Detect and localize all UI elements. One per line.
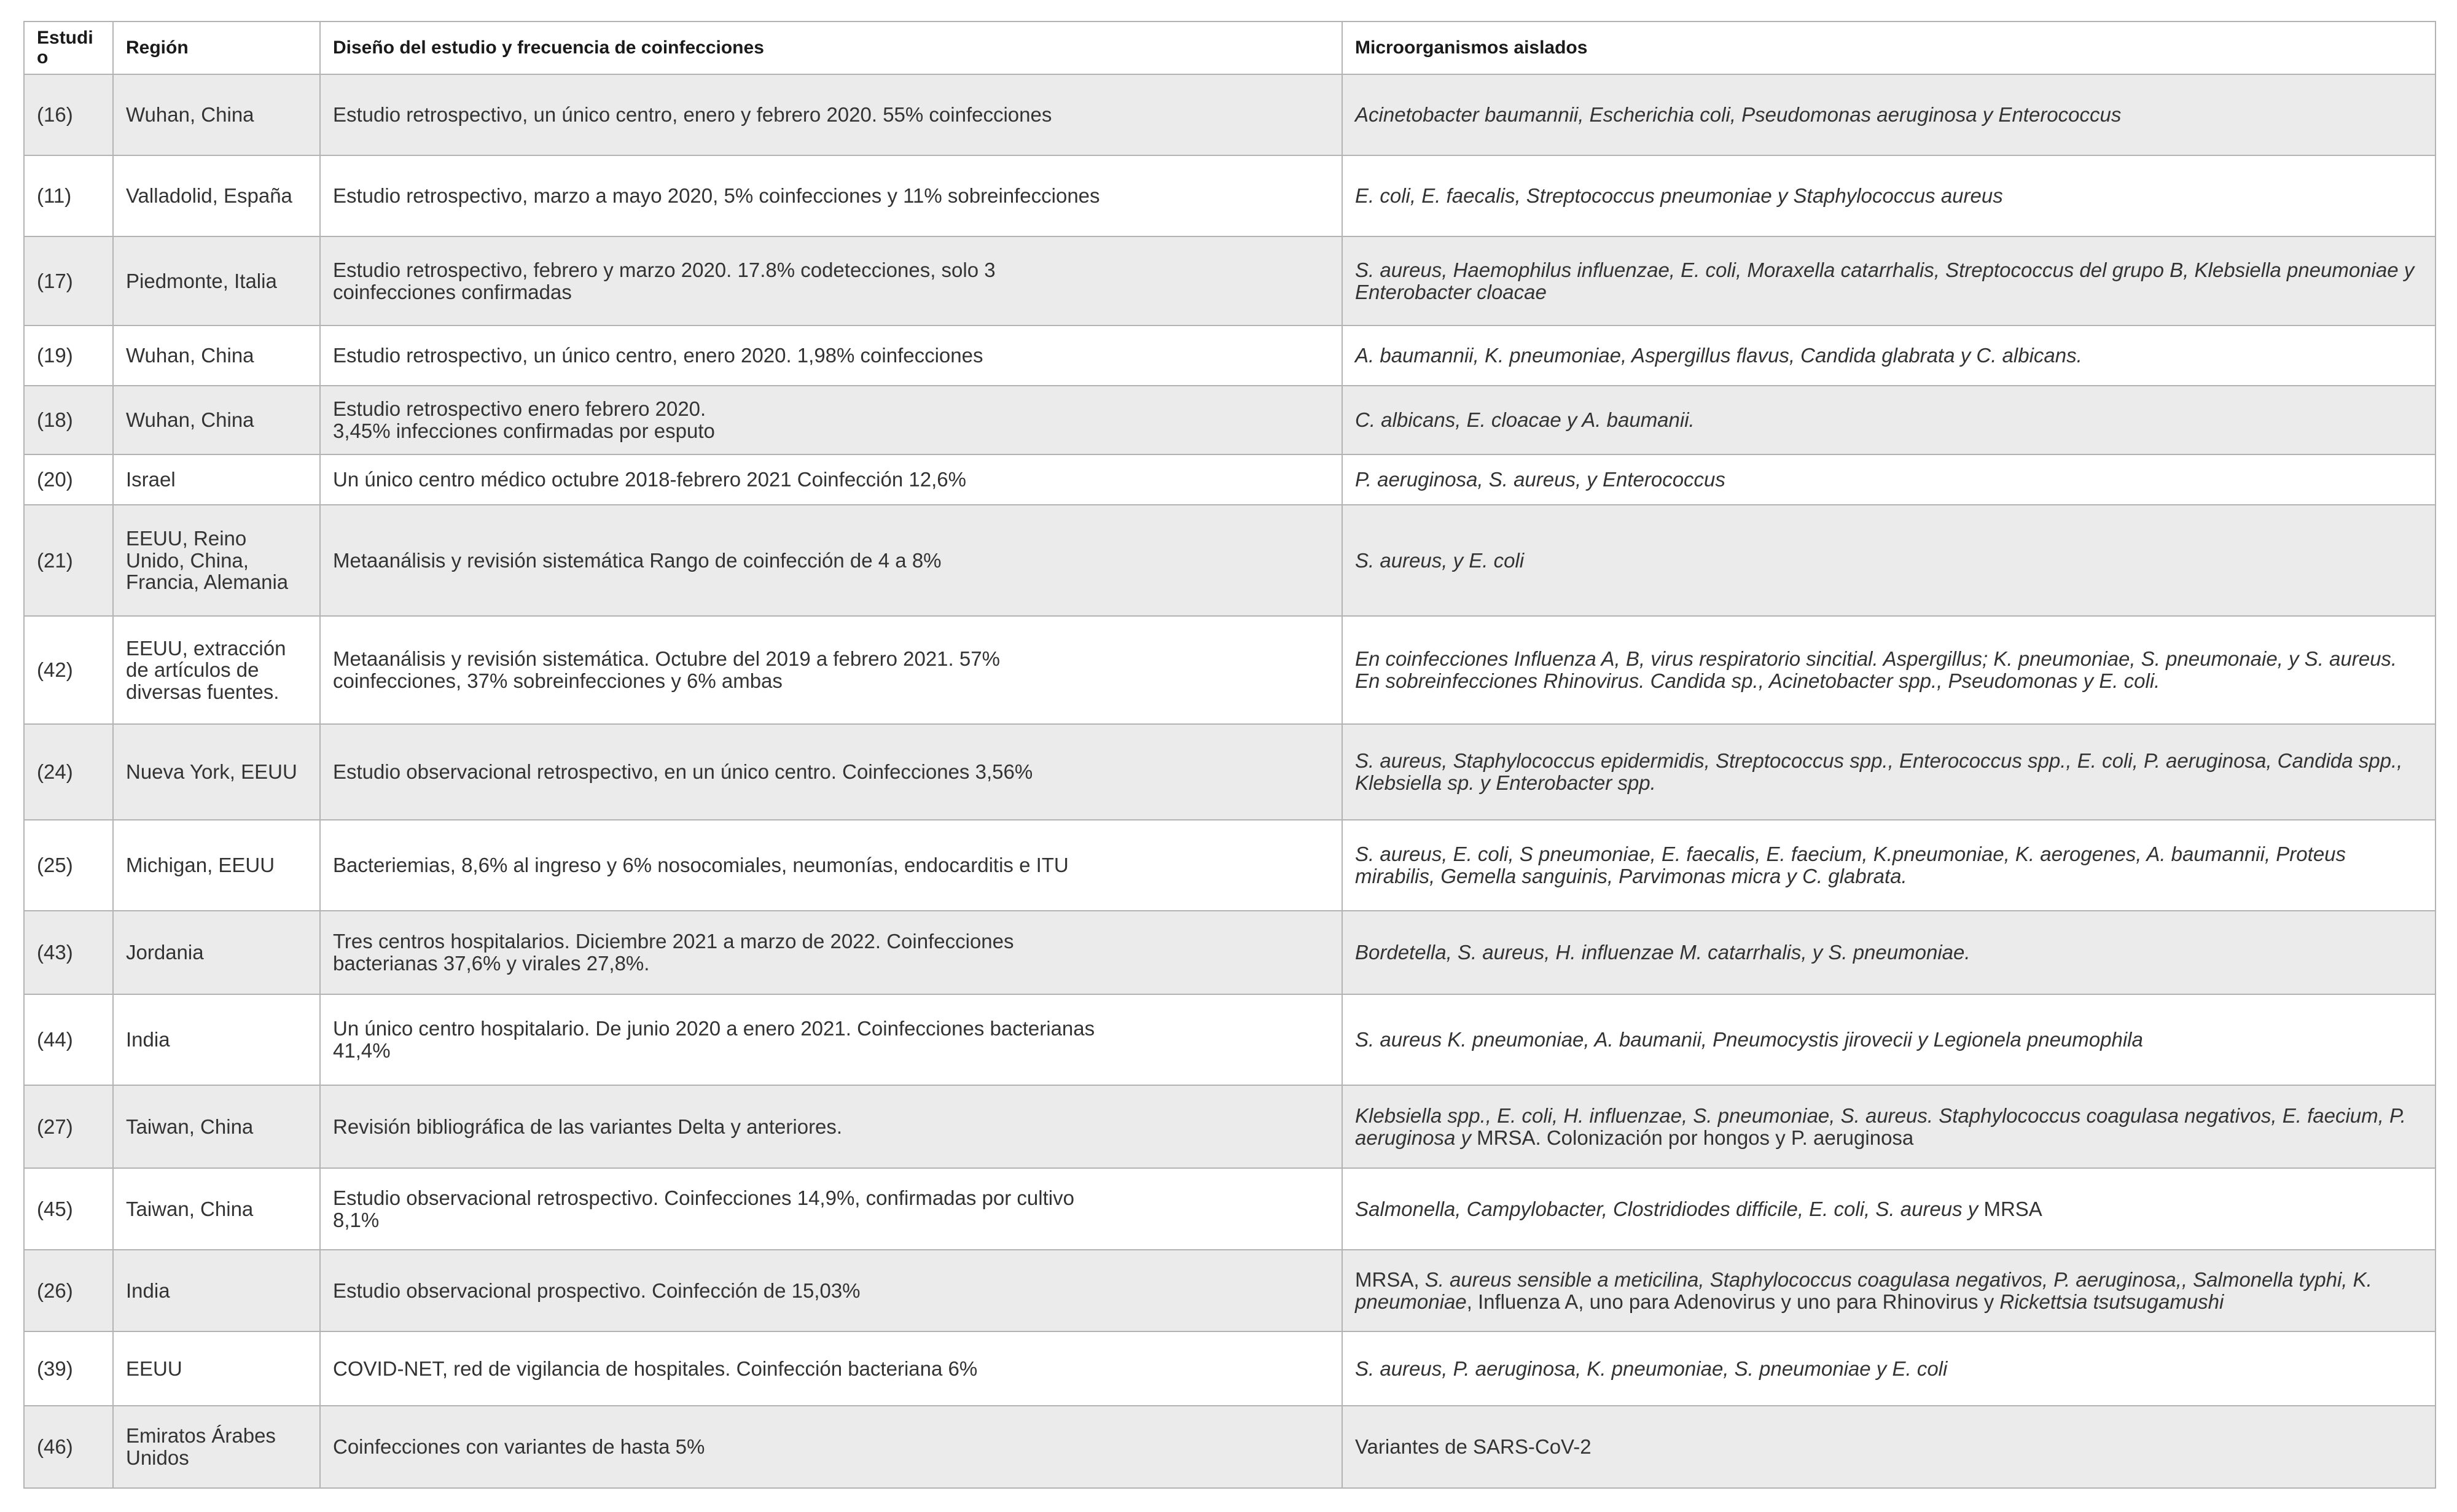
cell-design <box>320 1168 1342 1250</box>
design-text: Bacteriemias, 8,6% al ingreso y 6% nosocomiales, neumonías, endocarditis e ITU <box>333 854 1069 877</box>
table-row <box>24 454 2436 505</box>
table-row <box>24 911 2436 994</box>
cell-study: (20) <box>24 454 113 505</box>
cell-design <box>320 820 1342 911</box>
design-text: Estudio retrospectivo, un único centro, enero y febrero 2020. 55% coinfecciones <box>333 103 1052 127</box>
design-text: Metaanálisis y revisión sistemática Rango de coinfección de 4 a 8% <box>333 548 942 572</box>
design-text: Estudio retrospectivo, febrero y marzo 2020. 17.8% codetecciones, solo 3 coinfecciones confirmadas <box>333 258 996 303</box>
cell-design <box>320 386 1342 454</box>
cell-organisms: C. albicans, E. cloacae y A. baumanii. <box>1342 386 2436 454</box>
cell-organisms: Salmonella, Campylobacter, Clostridiodes difficile, E. coli, S. aureus y MRSA <box>1342 1168 2436 1250</box>
design-text: Estudio retrospectivo enero febrero 2020. 3,45% infecciones confirmadas por esputo <box>333 397 715 442</box>
design-text: Un único centro hospitalario. De junio 2020 a enero 2021. Coinfecciones bacterianas 41,4% <box>333 1017 1095 1062</box>
cell-study: (27) <box>24 1085 113 1168</box>
cell-region: Taiwan, China <box>113 1085 320 1168</box>
table-row <box>24 616 2436 724</box>
cell-study: (45) <box>24 1168 113 1250</box>
cell-study: (42) <box>24 616 113 724</box>
design-text: Estudio observacional retrospectivo, en un único centro. Coinfecciones 3,56% <box>333 760 1033 784</box>
table-row <box>24 386 2436 454</box>
cell-organisms: S. aureus K. pneumoniae, A. baumanii, Pneumocystis jirovecii y Legionela pneumophila <box>1342 994 2436 1085</box>
header-organisms: Microorganismos aislados <box>1342 21 2436 74</box>
cell-design <box>320 1406 1342 1488</box>
table-row <box>24 325 2436 386</box>
cell-study: (24) <box>24 724 113 820</box>
design-text: Metaanálisis y revisión sistemática. Octubre del 2019 a febrero 2021. 57% coinfecciones, 37% sobreinfecciones y 6% ambas <box>333 647 1000 692</box>
cell-region: Nueva York, EEUU <box>113 724 320 820</box>
cell-region: Wuhan, China <box>113 74 320 155</box>
cell-study: (39) <box>24 1331 113 1406</box>
cell-design <box>320 74 1342 155</box>
table-row <box>24 994 2436 1085</box>
design-text: Estudio observacional retrospectivo. Coinfecciones 14,9%, confirmadas por cultivo 8,1% <box>333 1186 1074 1231</box>
table-row <box>24 1250 2436 1331</box>
cell-study: (44) <box>24 994 113 1085</box>
cell-design <box>320 911 1342 994</box>
cell-design <box>320 616 1342 724</box>
cell-design <box>320 325 1342 386</box>
cell-region: Emiratos Árabes Unidos <box>113 1406 320 1488</box>
table-row <box>24 820 2436 911</box>
design-text: Un único centro médico octubre 2018-febrero 2021 Coinfección 12,6% <box>333 468 966 491</box>
cell-study: (17) <box>24 236 113 325</box>
cell-organisms: Klebsiella spp., E. coli, H. influenzae, S. pneumoniae, S. aureus. Staphylococcus coagulasa negativos, E. faecium, P. aeruginosa y MRSA. Colonización por hongos y P. aeruginosa <box>1342 1085 2436 1168</box>
cell-organisms: MRSA, S. aureus sensible a meticilina, Staphylococcus coagulasa negativos, P. aeruginosa,, Salmonella typhi, K. pneumoniae, Influenza A, uno para Adenovirus y uno para Rhinovirus y Rickettsia tsutsugamushi <box>1342 1250 2436 1331</box>
cell-design <box>320 724 1342 820</box>
cell-region: Jordania <box>113 911 320 994</box>
design-text: Revisión bibliográfica de las variantes Delta y anteriores. <box>333 1115 843 1138</box>
cell-organisms: S. aureus, E. coli, S pneumoniae, E. faecalis, E. faecium, K.pneumoniae, K. aerogenes, A. baumannii, Proteus mirabilis, Gemella sanguinis, Parvimonas micra y C. glabrata. <box>1342 820 2436 911</box>
cell-region: Taiwan, China <box>113 1168 320 1250</box>
table-row <box>24 1168 2436 1250</box>
design-text: COVID-NET, red de vigilancia de hospitales. Coinfección bacteriana 6% <box>333 1357 978 1380</box>
header-estudio: Estudio <box>24 21 113 74</box>
cell-study: (11) <box>24 155 113 236</box>
header-design: Diseño del estudio y frecuencia de coinfecciones <box>320 21 1342 74</box>
header-region: Región <box>113 21 320 74</box>
table-row <box>24 74 2436 155</box>
cell-region: Michigan, EEUU <box>113 820 320 911</box>
cell-organisms: Bordetella, S. aureus, H. influenzae M. catarrhalis, y S. pneumoniae. <box>1342 911 2436 994</box>
cell-organisms: S. aureus, Staphylococcus epidermidis, Streptococcus spp., Enterococcus spp., E. coli, P. aeruginosa, Candida spp., Klebsiella sp. y Enterobacter spp. <box>1342 724 2436 820</box>
cell-organisms: P. aeruginosa, S. aureus, y Enterococcus <box>1342 454 2436 505</box>
design-text: Estudio retrospectivo, marzo a mayo 2020, 5% coinfecciones y 11% sobreinfecciones <box>333 184 1100 208</box>
design-text: Coinfecciones con variantes de hasta 5% <box>333 1435 705 1459</box>
table-row <box>24 236 2436 325</box>
table-body <box>24 74 2436 1488</box>
cell-design <box>320 1331 1342 1406</box>
cell-study: (25) <box>24 820 113 911</box>
cell-design <box>320 236 1342 325</box>
cell-region: EEUU <box>113 1331 320 1406</box>
cell-design <box>320 1085 1342 1168</box>
cell-region: Wuhan, China <box>113 325 320 386</box>
cell-study: (19) <box>24 325 113 386</box>
cell-study: (26) <box>24 1250 113 1331</box>
cell-region: EEUU, extracción de artículos de diversas fuentes. <box>113 616 320 724</box>
cell-study: (18) <box>24 386 113 454</box>
table-header-row <box>24 21 2436 74</box>
cell-study: (16) <box>24 74 113 155</box>
cell-organisms: S. aureus, y E. coli <box>1342 505 2436 616</box>
table-row <box>24 1331 2436 1406</box>
cell-region: Israel <box>113 454 320 505</box>
coinfection-studies-table <box>23 21 2436 1489</box>
cell-region: Valladolid, España <box>113 155 320 236</box>
cell-organisms: A. baumannii, K. pneumoniae, Aspergillus flavus, Candida glabrata y C. albicans. <box>1342 325 2436 386</box>
cell-design <box>320 454 1342 505</box>
table-row <box>24 724 2436 820</box>
design-text: Estudio retrospectivo, un único centro, enero 2020. 1,98% coinfecciones <box>333 344 983 367</box>
cell-organisms: Acinetobacter baumannii, Escherichia coli, Pseudomonas aeruginosa y Enterococcus <box>1342 74 2436 155</box>
cell-study: (46) <box>24 1406 113 1488</box>
cell-region: Piedmonte, Italia <box>113 236 320 325</box>
cell-design <box>320 155 1342 236</box>
cell-study: (43) <box>24 911 113 994</box>
cell-design <box>320 1250 1342 1331</box>
cell-organisms: Variantes de SARS-CoV-2 <box>1342 1406 2436 1488</box>
cell-study: (21) <box>24 505 113 616</box>
table-row <box>24 1085 2436 1168</box>
table-row <box>24 505 2436 616</box>
design-text: Estudio observacional prospectivo. Coinfección de 15,03% <box>333 1279 861 1302</box>
cell-region: EEUU, Reino Unido, China, Francia, Alemania <box>113 505 320 616</box>
cell-organisms: En coinfecciones Influenza A, B, virus respiratorio sincitial. Aspergillus; K. pneumoniae, S. pneumonaie, y S. aureus. En sobreinfecciones Rhinovirus. Candida sp., Acinetobacter spp., Pseudomonas y E. coli. <box>1342 616 2436 724</box>
table-row <box>24 155 2436 236</box>
cell-region: India <box>113 994 320 1085</box>
cell-region: India <box>113 1250 320 1331</box>
cell-design <box>320 994 1342 1085</box>
cell-organisms: S. aureus, P. aeruginosa, K. pneumoniae, S. pneumoniae y E. coli <box>1342 1331 2436 1406</box>
cell-design <box>320 505 1342 616</box>
table-row <box>24 1406 2436 1488</box>
cell-region: Wuhan, China <box>113 386 320 454</box>
cell-organisms: S. aureus, Haemophilus influenzae, E. coli, Moraxella catarrhalis, Streptococcus del grupo B, Klebsiella pneumoniae y Enterobacter cloacae <box>1342 236 2436 325</box>
cell-organisms: E. coli, E. faecalis, Streptococcus pneumoniae y Staphylococcus aureus <box>1342 155 2436 236</box>
design-text: Tres centros hospitalarios. Diciembre 2021 a marzo de 2022. Coinfecciones bacterianas 37,6% y virales 27,8%. <box>333 930 1014 975</box>
